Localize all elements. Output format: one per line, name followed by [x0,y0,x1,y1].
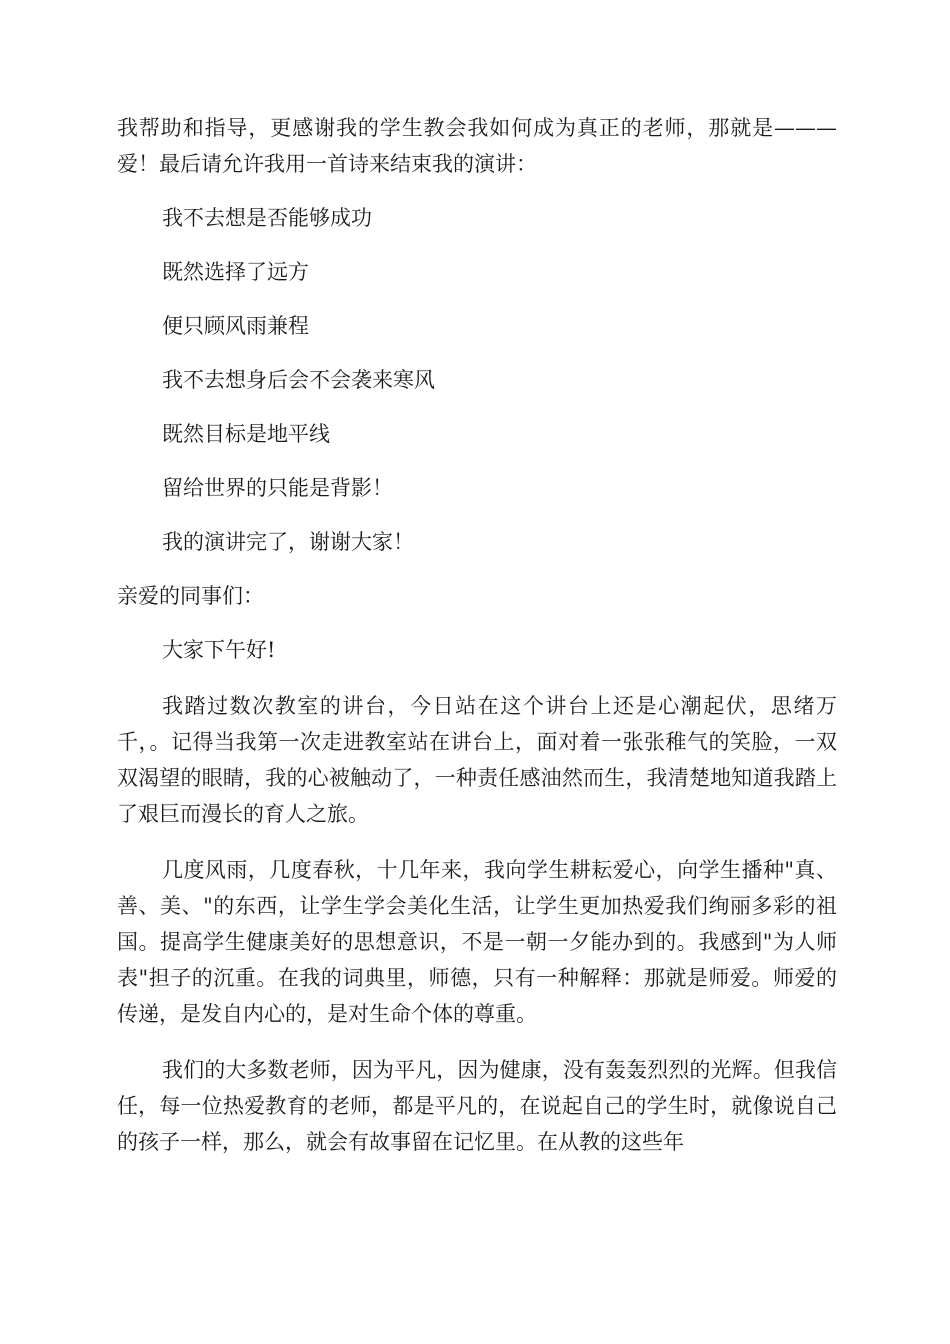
paragraph-closing-thanks: 我帮助和指导，更感谢我的学生教会我如何成为真正的老师，那就是———爱！最后请允许我用一首诗来结束我的演讲： [117,116,837,176]
poem-line-1: 我不去想是否能够成功 [162,206,372,230]
poem-line-2: 既然选择了远方 [162,260,309,284]
salutation: 亲爱的同事们： [117,584,264,608]
paragraph-teacher-love: 几度风雨，几度春秋，十几年来，我向学生耕耘爱心，向学生播种"真、善、美、"的东西，让学生学会美化生活，让学生更加热爱我们绚丽多彩的祖国。提高学生健康美好的思想意识，不是一朝一夕能办到的。我感到"为人师表"担子的沉重。在我的词典里，师德，只有一种解释：那就是师爱。师爱的传递，是发自内心的，是对生命个体的尊重。 [117,858,837,1026]
paragraph-ordinary-teachers: 我们的大多数老师，因为平凡，因为健康，没有轰轰烈烈的光辉。但我信任，每一位热爱教育的老师，都是平凡的，在说起自己的学生时，就像说自己的孩子一样，那么，就会有故事留在记忆里。在从教的这些年 [117,1058,837,1154]
greeting: 大家下午好! [162,638,276,662]
poem-line-5: 既然目标是地平线 [162,422,330,446]
poem-line-6: 留给世界的只能是背影！ [162,476,393,500]
speech-end-line: 我的演讲完了，谢谢大家！ [162,530,414,554]
poem-line-4: 我不去想身后会不会袭来寒风 [162,368,435,392]
paragraph-podium: 我踏过数次教室的讲台，今日站在这个讲台上还是心潮起伏，思绪万千，。记得当我第一次走进教室站在讲台上，面对着一张张稚气的笑脸，一双双渴望的眼睛，我的心被触动了，一种责任感油然而生，我清楚地知道我踏上了艰巨而漫长的育人之旅。 [117,694,837,826]
poem-line-3: 便只顾风雨兼程 [162,314,309,338]
document-body [117,110,837,1160]
